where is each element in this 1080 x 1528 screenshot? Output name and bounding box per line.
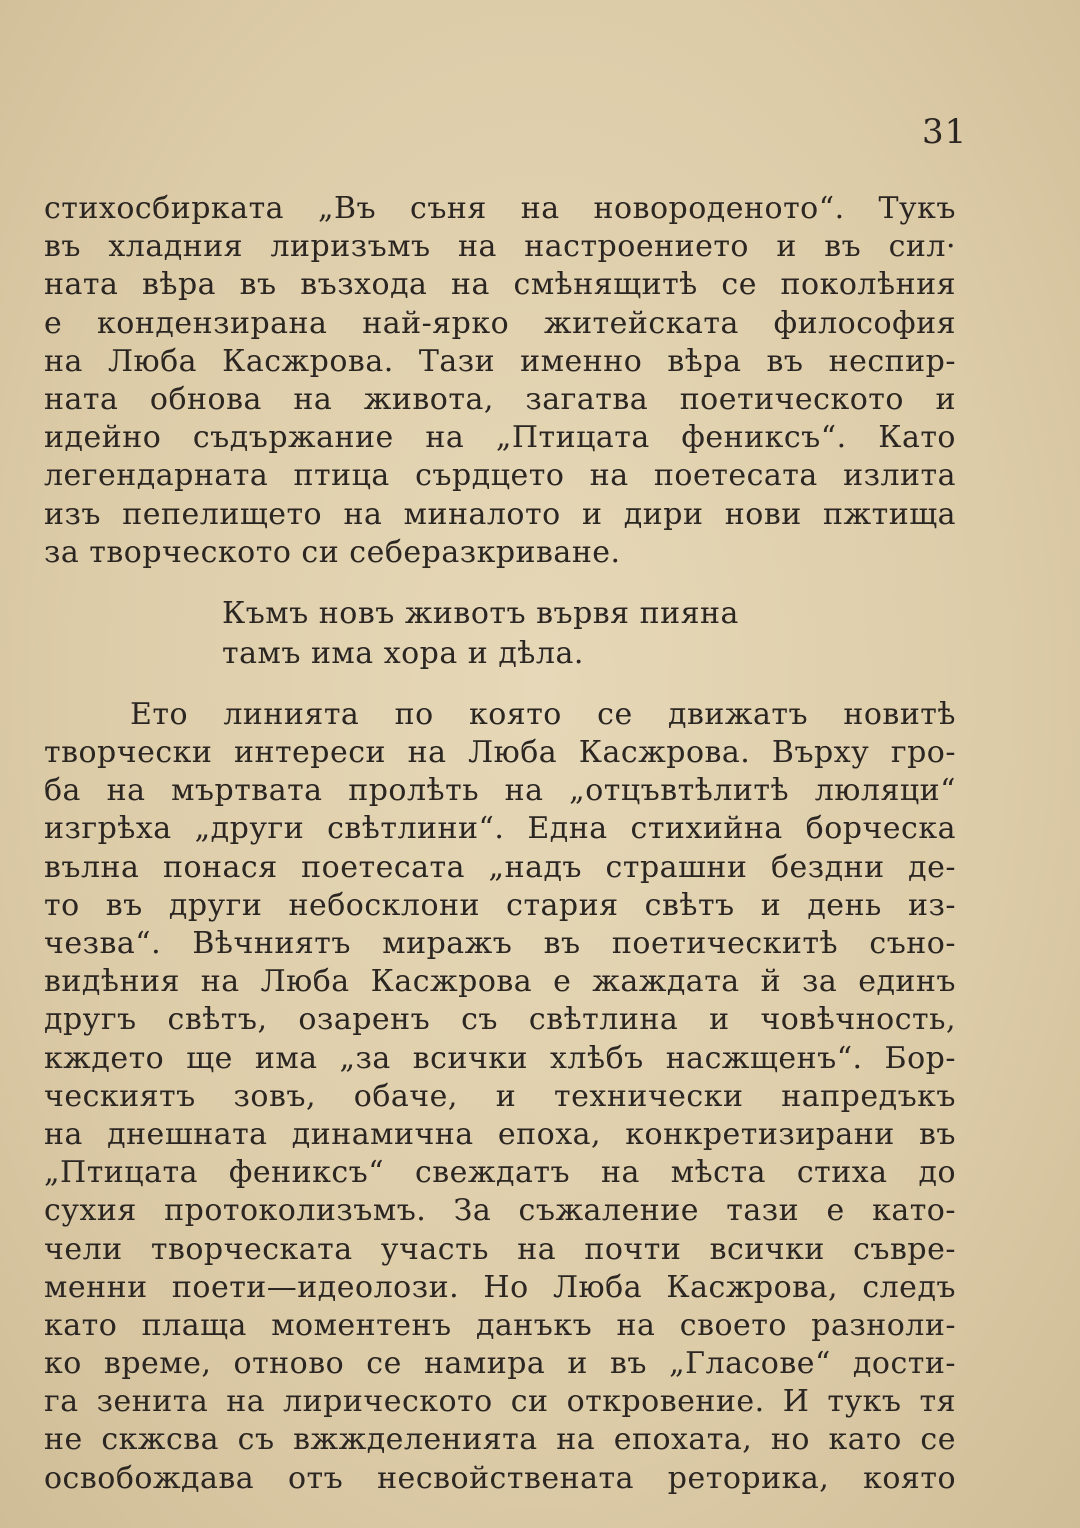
spacer [44, 674, 956, 696]
paragraph-2 [44, 696, 956, 1498]
text-line: ко време, отново се намира и въ „Гласове“ дости- [44, 1346, 956, 1382]
text-line: въ хладния лиризъмъ на настроението и въ сил· [44, 229, 956, 265]
text-line: не скжсва съ вжжделенията на епохата, но като се [44, 1422, 956, 1458]
text-line: изъ пепелището на миналото и дири нови пжтища [44, 496, 956, 532]
text-line: за творческото си себеразкриване. [44, 534, 621, 570]
text-line: га зенита на лирическото си откровение. И тукъ тя [44, 1384, 956, 1420]
text-line: кждето ще има „за всички хлѣбъ насжщенъ“. Бор- [44, 1040, 956, 1076]
text-line: освобождава отъ несвойствената реторика, която [44, 1460, 956, 1496]
text-line: легендарната птица сърдцето на поетесата излита [44, 458, 956, 494]
text-line: вълна понася поетесата „надъ страшни бездни де- [44, 849, 956, 885]
text-line: „Птицата фениксъ“ свеждатъ на мѣста стиха до [44, 1155, 956, 1191]
verse-quote [44, 594, 956, 674]
text-line: идейно съдържание на „Птицата фениксъ“. Като [44, 420, 956, 456]
text-line: то въ други небосклони стария свѣтъ и день из- [44, 887, 956, 923]
paragraph-1 [44, 190, 956, 572]
text-line: чели творческата участь на почти всички съвре- [44, 1231, 956, 1267]
text-line: изгрѣха „други свѣтлини“. Една стихийна борческа [44, 811, 956, 847]
text-line: ната вѣра въ възхода на смѣнящитѣ се поколѣния [44, 267, 956, 303]
page-number: 31 [922, 112, 968, 152]
text-line: на Люба Касжрова. Тази именно вѣра въ неспир- [44, 343, 956, 379]
verse-line: тамъ има хора и дѣла. [222, 635, 584, 671]
text-line: на днешната динамична епоха, конкретизирани въ [44, 1116, 956, 1152]
text-line: видѣния на Люба Касжрова е жаждата й за единъ [44, 964, 956, 1000]
text-line: сухия протоколизъмъ. За съжаление тази е като- [44, 1193, 956, 1229]
spacer [44, 572, 956, 594]
text-line: творчески интереси на Люба Касжрова. Върху гро- [44, 735, 956, 771]
text-line: менни поети—идеолози. Но Люба Касжрова, следъ [44, 1269, 956, 1305]
text-line: ната обнова на живота, загатва поетическото и [44, 381, 956, 417]
text-line: като плаща моментенъ данъкъ на своето разноли- [44, 1307, 956, 1343]
text-line: ба на мъртвата пролѣть на „отцъвтѣлитѣ люляци“ [44, 773, 956, 809]
text-line: стихосбирката „Въ съня на новороденото“. Тукъ [44, 191, 956, 226]
verse-line: Къмъ новъ животъ вървя пияна [222, 595, 739, 631]
page-text [44, 190, 956, 1498]
text-line: ческиятъ зовъ, обаче, и технически напредъкъ [44, 1078, 956, 1114]
text-line: другъ свѣтъ, озаренъ съ свѣтлина и човѣчность, [44, 1002, 956, 1038]
text-line: е кондензирана най-ярко житейската философия [44, 305, 956, 341]
text-line: Ето линията по която се движатъ новитѣ [130, 696, 956, 732]
text-line: чезва“. Вѣчниятъ миражъ въ поетическитѣ съно- [44, 926, 956, 961]
